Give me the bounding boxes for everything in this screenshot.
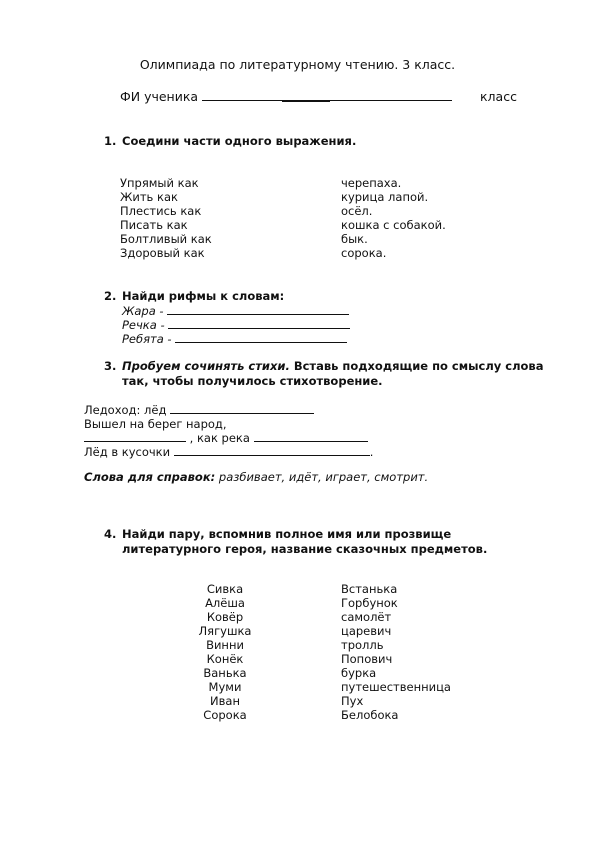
task4-left-item: Винни: [206, 638, 244, 652]
rhyme-row: [122, 332, 347, 346]
poem-line: Вышел на берег народ,: [84, 417, 227, 431]
poem-text: Лёд в кусочки: [84, 445, 171, 459]
reference-label: Слова для справок:: [84, 470, 216, 484]
task1-left-item: Здоровый как: [120, 246, 205, 260]
poem-text: .: [369, 445, 374, 459]
task1-right-item: бык.: [341, 232, 368, 246]
task1-left-item: Жить как: [120, 190, 178, 204]
rhyme-word: Ребята -: [122, 332, 172, 346]
poem-blank[interactable]: [254, 431, 368, 442]
task1-left-item: Упрямый как: [120, 176, 199, 190]
student-name-label: ФИ ученика: [120, 89, 199, 104]
rhyme-row: [122, 304, 349, 318]
poem-blank[interactable]: [170, 403, 314, 414]
task4-right-item: Попович: [341, 652, 393, 666]
task4-right-item: Встанька: [341, 582, 398, 596]
class-label: класс: [480, 89, 517, 104]
poem-text: , как река: [189, 431, 250, 445]
task4-left-item: Лягушка: [198, 624, 252, 638]
student-name-line[interactable]: [202, 90, 452, 101]
task4-left-item: Сивка: [206, 582, 244, 596]
task4-number: 4.: [104, 527, 117, 541]
task1-left-item: Писать как: [120, 218, 188, 232]
task1-left-item: Плестись как: [120, 204, 202, 218]
task1-right-item: кошка с собакой.: [341, 218, 446, 232]
task3-number: 3.: [104, 359, 117, 373]
task1-left-item: Болтливый как: [120, 232, 212, 246]
task4-prompt-line2: литературного героя, название сказочных предметов.: [122, 542, 488, 556]
rhyme-word: Жара -: [122, 304, 164, 318]
task1-right-item: осёл.: [341, 204, 373, 218]
task2-prompt: Найди рифмы к словам:: [122, 289, 285, 303]
task1-right-item: курица лапой.: [341, 190, 429, 204]
rhyme-answer-line[interactable]: [168, 318, 350, 329]
page-title: Олимпиада по литературному чтению. 3 класс.: [139, 57, 456, 72]
rhyme-word: Речка -: [122, 318, 165, 332]
task1-prompt: Соедини части одного выражения.: [122, 134, 357, 148]
task1-right-item: черепаха.: [341, 176, 402, 190]
poem-blank[interactable]: [174, 445, 370, 456]
task4-right-item: Пух: [341, 694, 364, 708]
task2-number: 2.: [104, 289, 117, 303]
rhyme-row: [122, 318, 350, 332]
task3-prompt-rest: Вставь подходящие по смыслу слова: [289, 359, 544, 373]
reference-words: [84, 470, 428, 484]
task4-right-item: тролль: [341, 638, 384, 652]
task1-number: 1.: [104, 134, 117, 148]
rhyme-answer-line[interactable]: [167, 304, 349, 315]
poem-text: Ледоход: лёд: [84, 403, 167, 417]
poem-blank[interactable]: [84, 431, 186, 442]
task4-left-item: Алёша: [205, 596, 245, 610]
task4-left-item: Конёк: [206, 652, 244, 666]
task4-right-item: самолёт: [341, 610, 392, 624]
task4-prompt: Найди пару, вспомнив полное имя или прозвище: [122, 527, 452, 541]
task4-right-item: бурка: [341, 666, 377, 680]
task4-left-item: Муми: [208, 680, 242, 694]
rhyme-answer-line[interactable]: [175, 332, 347, 343]
task4-left-item: Ванька: [203, 666, 247, 680]
task1-right-item: сорока.: [341, 246, 387, 260]
class-line[interactable]: [282, 101, 330, 102]
poem-line: [84, 403, 314, 417]
task4-right-item: Белобока: [341, 708, 399, 722]
task4-heading: [104, 527, 451, 541]
task4-left-item: Сорока: [203, 708, 247, 722]
task1-heading: [104, 134, 356, 148]
task4-right-item: Горбунок: [341, 596, 398, 610]
task4-right-item: путешественница: [341, 680, 451, 694]
task3-heading: [104, 359, 543, 373]
task3-prompt-italic: Пробуем сочинять стихи.: [122, 359, 290, 373]
task3-prompt-line2: так, чтобы получилось стихотворение.: [122, 374, 383, 388]
poem-line: [84, 431, 368, 445]
task4-left-item: Иван: [210, 694, 240, 708]
poem-line: [84, 445, 373, 459]
reference-list: разбивает, идёт, играет, смотрит.: [215, 470, 429, 484]
task2-heading: [104, 289, 284, 303]
task4-right-item: царевич: [341, 624, 392, 638]
task4-left-item: Ковёр: [206, 610, 244, 624]
